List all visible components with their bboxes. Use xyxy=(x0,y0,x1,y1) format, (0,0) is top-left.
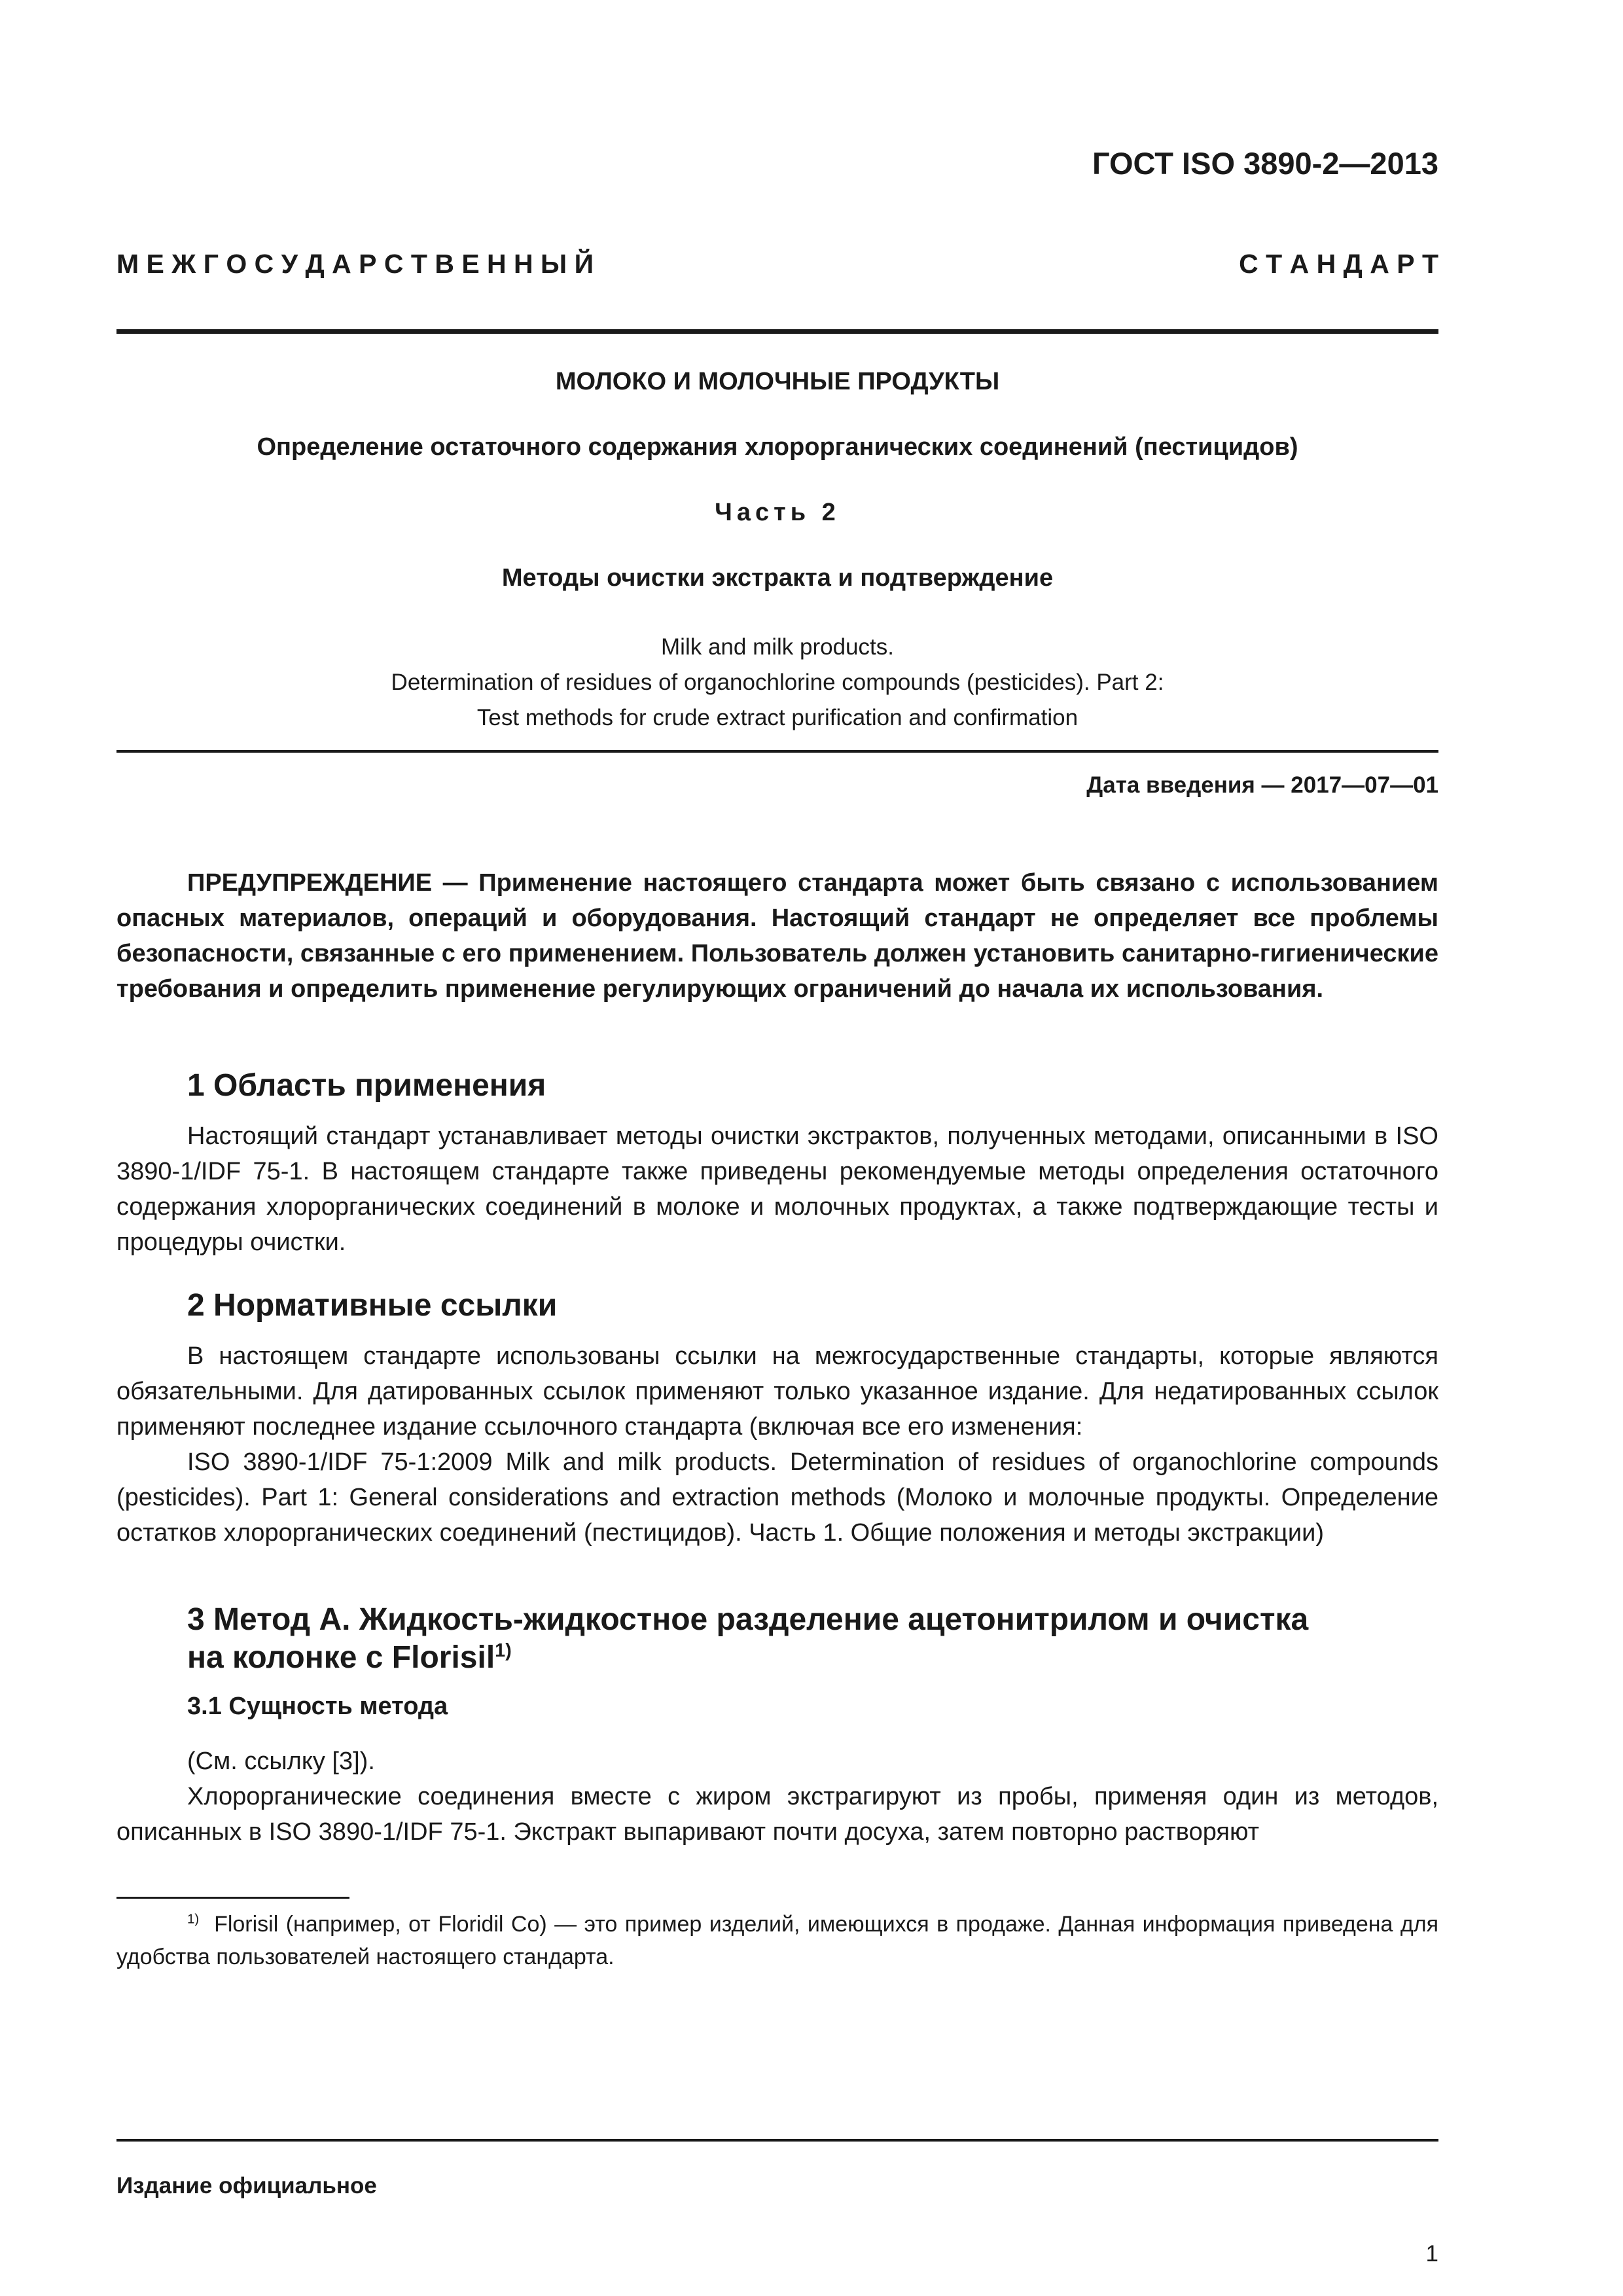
part-label: Часть 2 xyxy=(715,499,840,526)
banner-word-2: С Т А Н Д А Р Т xyxy=(1239,249,1438,279)
section-3-1-text: Хлорорганические соединения вместе с жиром экстрагируют из пробы, применяя один из методов, описанных в ISO 3890-1/IDF 75-1. Экстракт выпаривают почти досуха, затем повторно растворяют xyxy=(116,1783,1438,1846)
section-1-heading: 1 Область применения xyxy=(187,1068,546,1103)
title-divider xyxy=(116,750,1438,753)
footnote-marker: 1) xyxy=(187,1912,200,1927)
official-edition-label: Издание официальное xyxy=(116,2173,377,2198)
section-3-heading-line-1: 3 Метод А. Жидкость-жидкостное разделение ацетонитрилом и очистка xyxy=(187,1602,1309,1637)
footer-divider xyxy=(116,2139,1438,2142)
footnote-separator xyxy=(116,1897,349,1899)
section-2-text-2: ISO 3890-1/IDF 75-1:2009 Milk and milk products. Determination of residues of organochlorine compounds (pesticides). Part 1: General considerations and extraction methods (Молоко и молочные продукты. Определение остатков хлорорганических соединений (пестицидов). Часть 1. Общие положения и методы экстракции) xyxy=(116,1448,1438,1547)
standard-code: ГОСТ ISO 3890-2—2013 xyxy=(1092,146,1438,181)
page-number: 1 xyxy=(1425,2241,1438,2267)
english-title-line-3: Test methods for crude extract purification and confirmation xyxy=(476,705,1079,730)
english-title xyxy=(116,630,1438,736)
section-3-heading-line-2: на колонке с Florisil$^{1)}$ xyxy=(187,1640,512,1675)
banner-word-1: М Е Ж Г О С У Д А Р С Т В Е Н Н Ы Й xyxy=(116,249,594,279)
section-1-text: Настоящий стандарт устанавливает методы очистки экстрактов, полученных методами, описанными в ISO 3890-1/IDF 75-1. В настоящем стандарте также приведены рекомендуемые методы определения остаточного содержания хлорорганических соединений в молоке и молочных продуктах, а также подтверждающие тесты и процедуры очистки. xyxy=(116,1122,1438,1256)
subtitle: Определение остаточного содержания хлорорганических соединений (пестицидов) xyxy=(257,433,1298,461)
section-2-heading: 2 Нормативные ссылки xyxy=(187,1288,558,1323)
introduction-date: Дата введения — 2017—07—01 xyxy=(1086,772,1438,798)
section-3-heading xyxy=(116,1601,1509,1677)
section-3-1-heading: 3.1 Сущность метода xyxy=(187,1693,448,1720)
document-page xyxy=(116,0,1438,2296)
warning-paragraph: ПРЕДУПРЕЖДЕНИЕ — Применение настоящего стандарта может быть связано с использованием опасных материалов, операций и оборудования. Настоящий стандарт не определяет все проблемы безопасности, связанные с его применением. Пользователь должен установить санитарно-гигиенические требования и определить применение регулирующих ограничений до начала их использования. xyxy=(116,869,1438,1003)
part-subtitle: Методы очистки экстракта и подтверждение xyxy=(501,564,1054,592)
section-3-1-reference: (См. ссылку [3]). xyxy=(187,1748,375,1775)
footnote-reference: 1) xyxy=(495,1640,512,1661)
english-title-line-2: Determination of residues of organochlorine compounds (pesticides). Part 2: xyxy=(391,670,1164,695)
main-title: МОЛОКО И МОЛОЧНЫЕ ПРОДУКТЫ xyxy=(555,368,1000,395)
footnote xyxy=(116,1908,1438,1973)
section-2-body xyxy=(116,1338,1438,1551)
interstate-standard-banner xyxy=(116,249,1438,279)
section-2-text-1: В настоящем стандарте использованы ссылки на межгосударственные стандарты, которые являются обязательными. Для датированных ссылок применяют только указанное издание. Для недатированных ссылок применяют последнее издание ссылочного стандарта (включая все его изменения: xyxy=(116,1342,1438,1441)
english-title-line-1: Milk and milk products. xyxy=(661,634,894,660)
header-divider xyxy=(116,329,1438,334)
footnote-text: Florisil (например, от Floridil Co) — это пример изделий, имеющихся в продаже. Данная информация приведена для удобства пользователей настоящего стандарта. xyxy=(116,1912,1438,1969)
